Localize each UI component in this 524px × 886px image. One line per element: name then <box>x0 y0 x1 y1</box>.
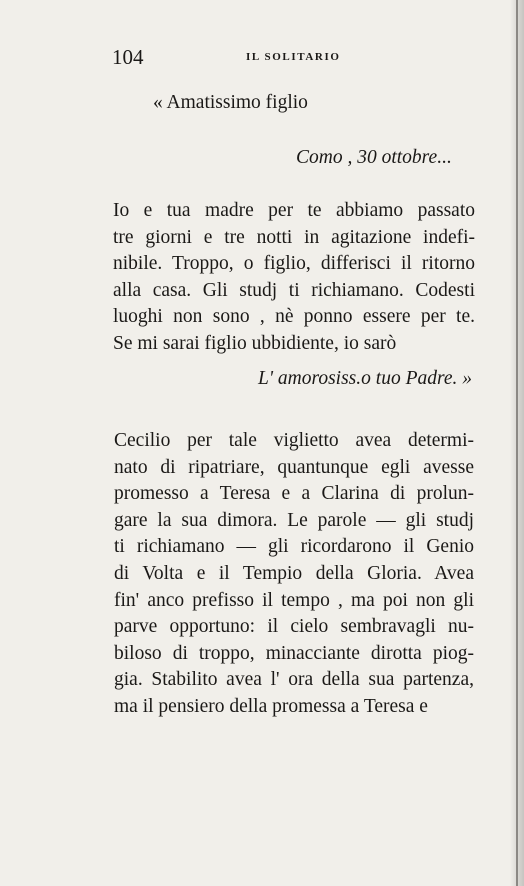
narrative-line: gare la sua dimora. Le parole — gli studj <box>114 509 474 531</box>
narrative-line: di Volta e il Tempio della Gloria. Avea <box>114 562 474 584</box>
letter-signature: L' amorosiss.o tuo Padre. » <box>258 368 472 389</box>
narrative-paragraph <box>114 428 474 721</box>
narrative-line: promesso a Teresa e a Clarina di prolun- <box>114 483 474 505</box>
letter-line: tre giorni e tre notti in agitazione indefi- <box>113 226 475 248</box>
letter-salutation: « Amatissimo figlio <box>153 92 308 113</box>
letter-line: nibile. Troppo, o figlio, differisci il ritorno <box>113 253 475 274</box>
page-edge-line <box>516 0 518 886</box>
narrative-line: biloso di troppo, minacciante dirotta piog- <box>114 642 474 664</box>
narrative-line: fin' anco prefisso il tempo , ma poi non gli <box>114 589 474 611</box>
letter-line: Io e tua madre per te abbiamo passato <box>113 200 475 221</box>
narrative-line: Cecilio per tale viglietto avea determi- <box>114 430 474 451</box>
narrative-line: ti richiamano — gli ricordarono il Genio <box>114 536 474 558</box>
page-number: 104 <box>112 45 144 69</box>
running-title: IL SOLITARIO <box>246 51 341 63</box>
letter-line: luoghi non sono , nè ponno essere per te. <box>113 306 475 327</box>
page-header <box>112 45 464 67</box>
narrative-line: nato di ripatriare, quantunque egli avesse <box>114 456 474 478</box>
letter-body <box>113 198 475 357</box>
narrative-line: ma il pensiero della promessa a Teresa e <box>114 695 428 717</box>
letter-line: Se mi sarai figlio ubbidiente, io sarò <box>113 332 397 354</box>
narrative-line: gia. Stabilito avea l' ora della sua partenza, <box>114 669 474 691</box>
letter-dateline: Como , 30 ottobre... <box>296 147 452 168</box>
letter-line: alla casa. Gli studj ti richiamano. Codesti <box>113 279 475 301</box>
narrative-line: parve opportuno: il cielo sembravagli nu- <box>114 616 474 638</box>
